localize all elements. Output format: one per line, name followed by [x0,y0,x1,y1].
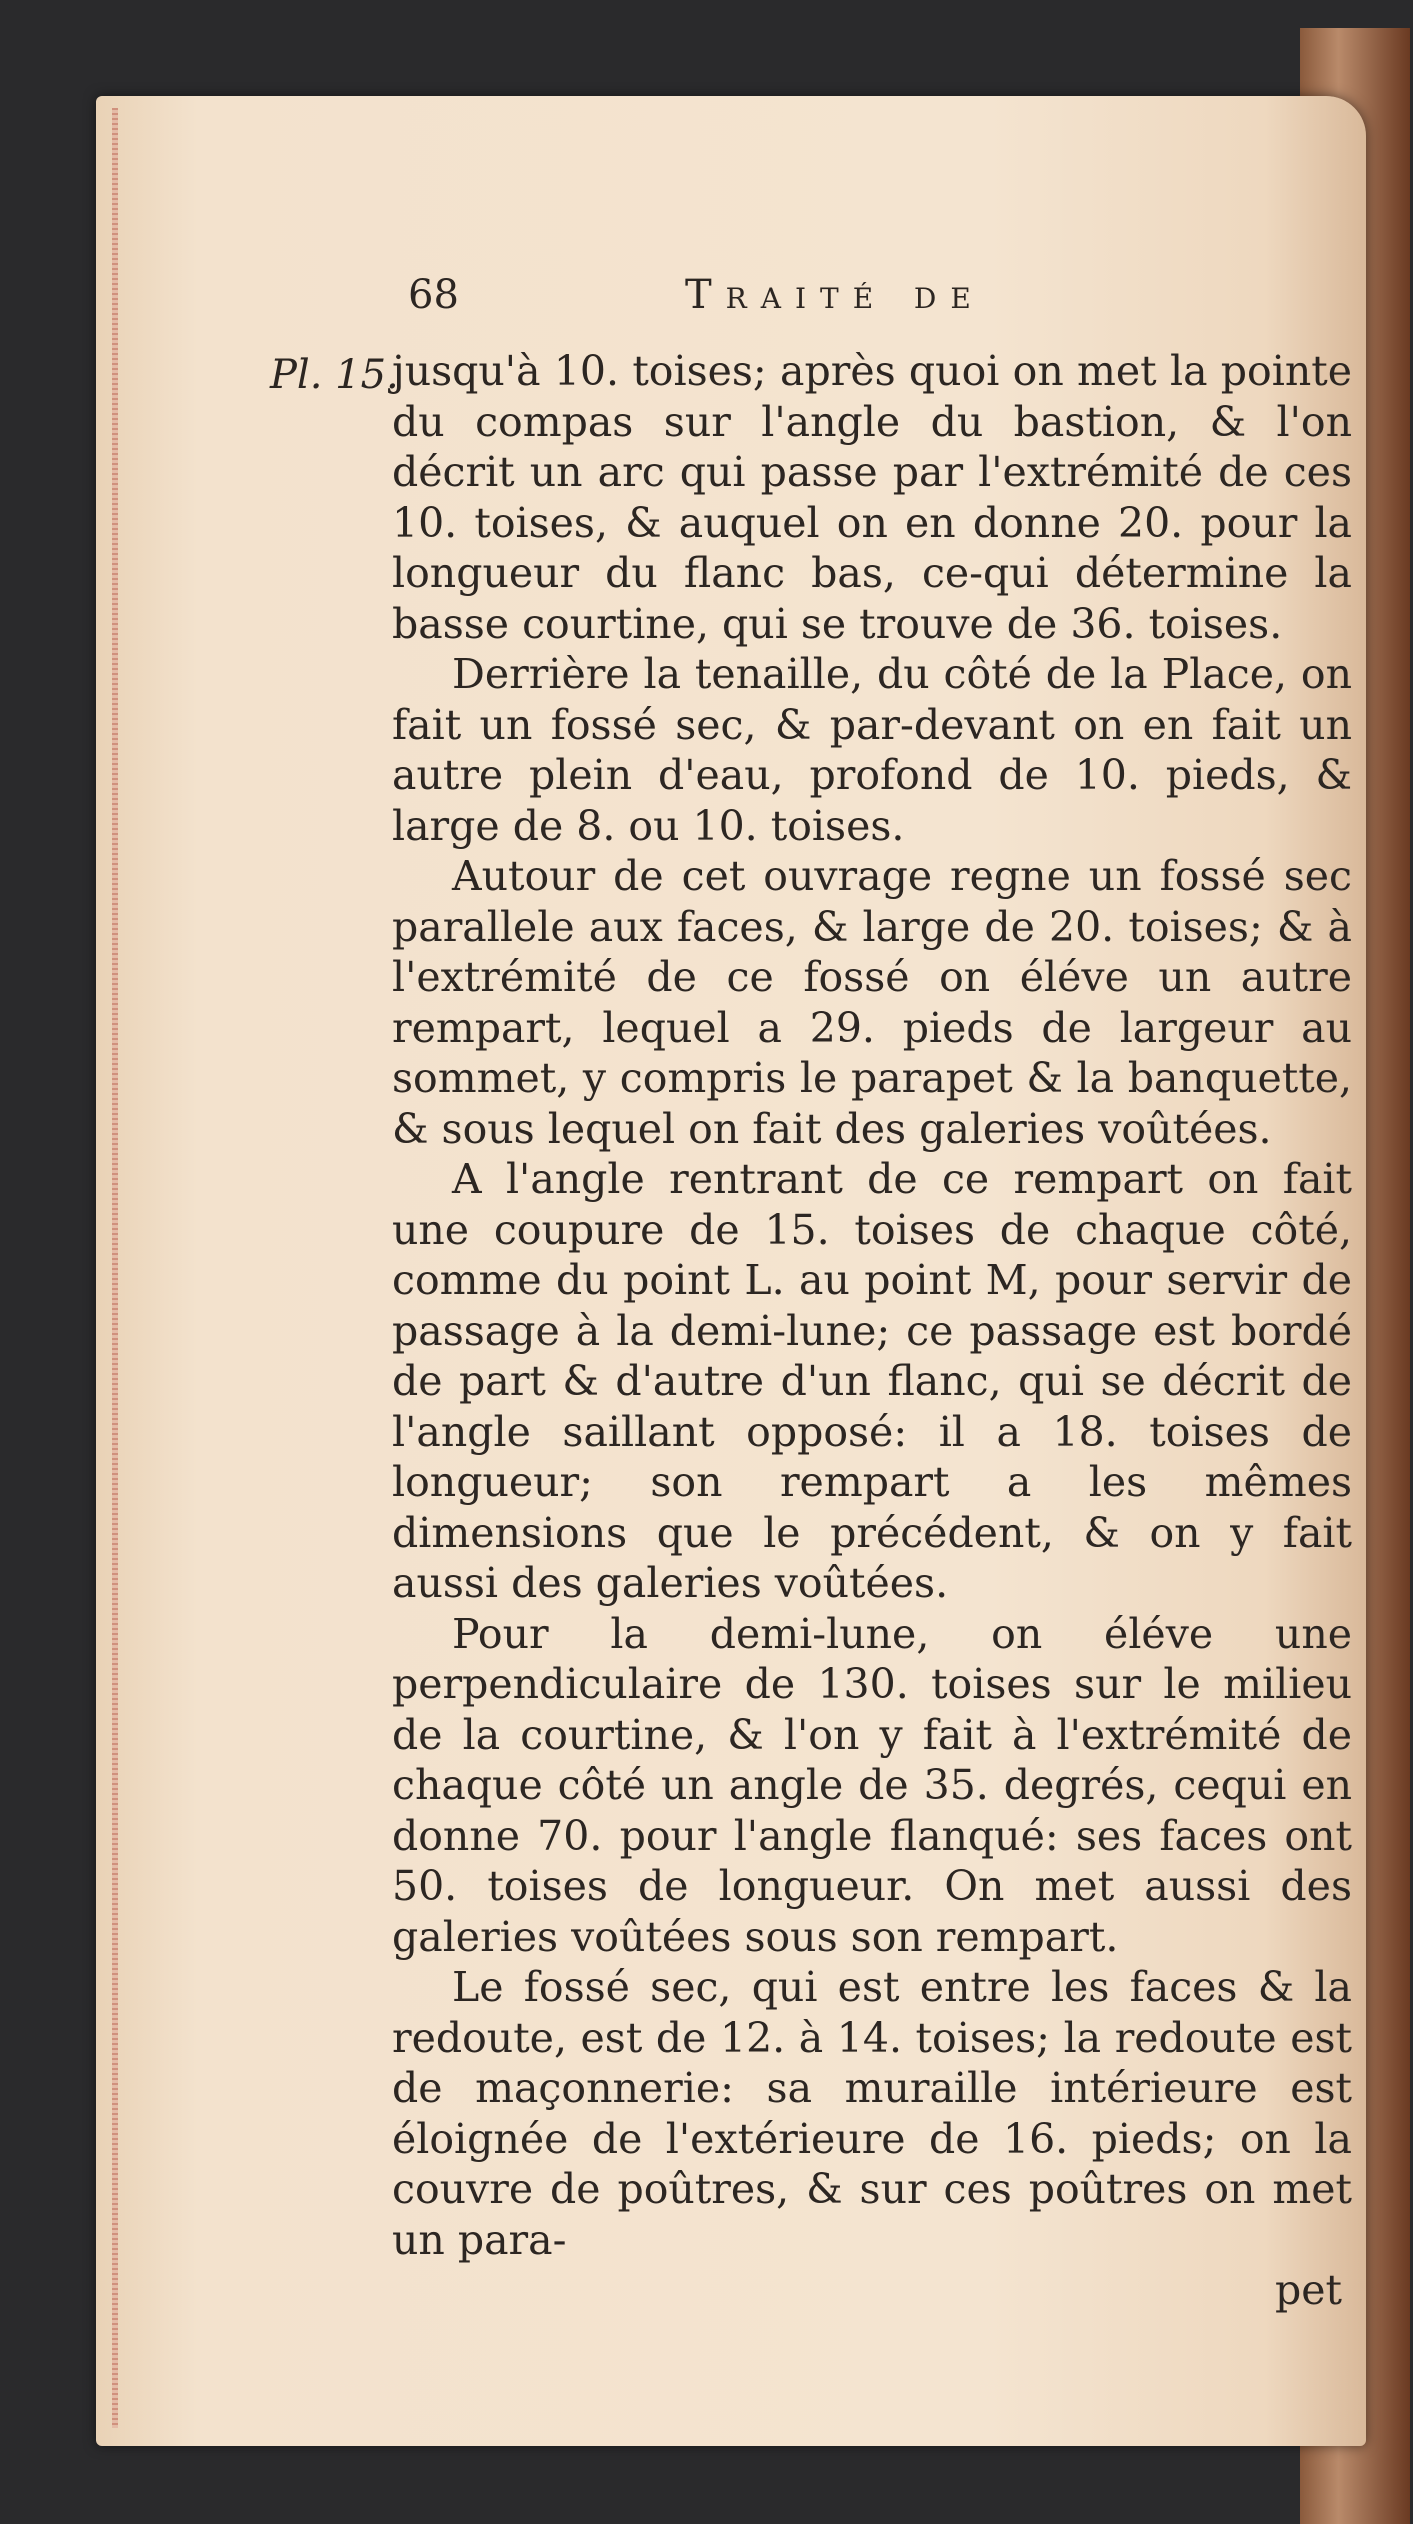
body-text [392,346,1352,2316]
paragraph: Le fossé sec, qui est entre les faces & la redoute, est de 12. à 14. toises; la redoute est de maçonnerie: sa muraille intérieure est éloignée de l'extérieure de 16. pieds; on la couvre de poûtres, & sur ces poûtres on met un para- [392,1963,1352,2264]
plate-reference-note: Pl. 15. [270,352,399,398]
paragraph: Autour de cet ouvrage regne un fossé sec parallele aux faces, & large de 20. toises; & à l'extrémité de ce fossé on éléve un autre rempart, lequel a 29. pieds de largeur au sommet, y compris le parapet & la banquette, & sous lequel on fait des galeries voûtées. [392,852,1352,1153]
paragraph: Pour la demi-lune, on éléve une perpendiculaire de 130. toises sur le milieu de la courtine, & l'on y fait à l'extrémité de chaque côté un angle de 35. degrés, cequi en donne 70. pour l'angle flanqué: ses faces ont 50. toises de longueur. On met aussi des galeries voûtées sous son rempart. [392,1609,1352,1961]
page-gutter-edge [112,108,118,2428]
paragraph: Derrière la tenaille, du côté de la Place, on fait un fossé sec, & par-devant on en fait un autre plein d'eau, profond de 10. pieds, & large de 8. ou 10. toises. [392,650,1352,850]
page-number: 68 [408,272,459,318]
page-header [400,272,1100,332]
paragraph: A l'angle rentrant de ce rempart on fait une coupure de 15. toises de chaque côté, comme du point L. au point M, pour servir de passage à la demi-lune; ce passage est bordé de part & d'autre d'un flanc, qui se décrit de l'angle saillant opposé: il a 18. toises de longueur; son rempart a les mêmes dimensions que le précédent, & on y fait aussi des galeries voûtées. [392,1155,1352,1607]
catchword: pet [1275,2266,1342,2314]
paragraph: jusqu'à 10. toises; après quoi on met la pointe du compas sur l'angle du bastion, & l'on décrit un arc qui passe par l'extrémité de ces 10. toises, & auquel on en donne 20. pour la longueur du flanc bas, ce-qui détermine la basse courtine, qui se trouve de 36. toises. [392,347,1352,648]
running-title: Traité de [685,272,985,318]
